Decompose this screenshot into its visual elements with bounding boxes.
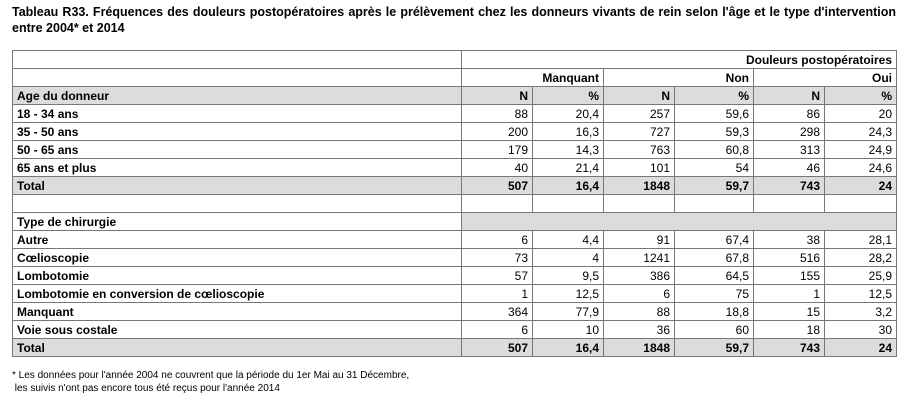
value-cell: 67,8 [675, 249, 754, 267]
value-cell: 257 [604, 105, 675, 123]
total-label: Total [13, 339, 462, 357]
category-header: Oui [754, 69, 897, 87]
value-cell: 73 [462, 249, 533, 267]
total-value: 24 [825, 177, 897, 195]
value-cell: 20 [825, 105, 897, 123]
empty-cell [462, 195, 533, 213]
value-cell: 60,8 [675, 141, 754, 159]
empty-cell [13, 51, 462, 69]
value-cell: 179 [462, 141, 533, 159]
value-cell: 88 [604, 303, 675, 321]
value-cell: 57 [462, 267, 533, 285]
value-cell: 64,5 [675, 267, 754, 285]
value-cell: 28,1 [825, 231, 897, 249]
value-cell: 10 [533, 321, 604, 339]
value-cell: 386 [604, 267, 675, 285]
table-row [13, 267, 897, 285]
total-value: 507 [462, 339, 533, 357]
table-row [13, 285, 897, 303]
total-value: 1848 [604, 339, 675, 357]
table-row [13, 303, 897, 321]
value-cell: 60 [675, 321, 754, 339]
total-value: 743 [754, 339, 825, 357]
value-cell: 59,6 [675, 105, 754, 123]
total-value: 59,7 [675, 177, 754, 195]
footnote-line-1: * Les données pour l'année 2004 ne couvrent que la période du 1er Mai au 31 Décembre, [12, 370, 410, 381]
column-subheader: N [604, 87, 675, 105]
group-header-row [13, 51, 897, 69]
category-header-row [13, 69, 897, 87]
value-cell: 25,9 [825, 267, 897, 285]
value-cell: 763 [604, 141, 675, 159]
column-subheader: % [825, 87, 897, 105]
value-cell: 38 [754, 231, 825, 249]
value-cell: 4,4 [533, 231, 604, 249]
spacer-row [13, 195, 897, 213]
value-cell: 59,3 [675, 123, 754, 141]
row-label: Manquant [13, 303, 462, 321]
empty-cell [13, 69, 462, 87]
row-label: Lombotomie en conversion de cœlioscopie [13, 285, 462, 303]
total-value: 507 [462, 177, 533, 195]
value-cell: 155 [754, 267, 825, 285]
value-cell: 1 [754, 285, 825, 303]
table-row [13, 159, 897, 177]
value-cell: 46 [754, 159, 825, 177]
total-row [13, 177, 897, 195]
total-value: 743 [754, 177, 825, 195]
row-label: Lombotomie [13, 267, 462, 285]
row-label: Autre [13, 231, 462, 249]
value-cell: 28,2 [825, 249, 897, 267]
value-cell: 86 [754, 105, 825, 123]
value-cell: 364 [462, 303, 533, 321]
value-cell: 18 [754, 321, 825, 339]
row-label: Voie sous costale [13, 321, 462, 339]
column-subheader: N [462, 87, 533, 105]
section-label: Type de chirurgie [13, 213, 462, 231]
footnote-line-2: les suivis n'ont pas encore tous été reçus pour l'année 2014 [12, 383, 280, 394]
value-cell: 6 [604, 285, 675, 303]
value-cell: 21,4 [533, 159, 604, 177]
column-subheader: N [754, 87, 825, 105]
section-header-row [13, 87, 897, 105]
value-cell: 12,5 [533, 285, 604, 303]
empty-cell [675, 195, 754, 213]
data-table [12, 50, 897, 357]
total-value: 24 [825, 339, 897, 357]
table-row [13, 231, 897, 249]
section-header-row [13, 213, 897, 231]
value-cell: 24,9 [825, 141, 897, 159]
row-label: 18 - 34 ans [13, 105, 462, 123]
value-cell: 18,8 [675, 303, 754, 321]
value-cell: 727 [604, 123, 675, 141]
value-cell: 77,9 [533, 303, 604, 321]
category-header: Manquant [462, 69, 604, 87]
value-cell: 6 [462, 321, 533, 339]
category-header: Non [604, 69, 754, 87]
value-cell: 36 [604, 321, 675, 339]
table-title: Tableau R33. Fréquences des douleurs postopératoires après le prélèvement chez les donneurs vivants de rein selon l'âge et le type d'intervention entre 2004* et 2014 [12, 5, 896, 35]
value-cell: 24,3 [825, 123, 897, 141]
value-cell: 12,5 [825, 285, 897, 303]
value-cell: 200 [462, 123, 533, 141]
empty-cell [825, 195, 897, 213]
value-cell: 516 [754, 249, 825, 267]
value-cell: 54 [675, 159, 754, 177]
value-cell: 67,4 [675, 231, 754, 249]
value-cell: 88 [462, 105, 533, 123]
empty-cell [604, 195, 675, 213]
value-cell: 3,2 [825, 303, 897, 321]
value-cell: 101 [604, 159, 675, 177]
value-cell: 313 [754, 141, 825, 159]
value-cell: 6 [462, 231, 533, 249]
value-cell: 298 [754, 123, 825, 141]
column-subheader: % [675, 87, 754, 105]
empty-cell [754, 195, 825, 213]
table-row [13, 105, 897, 123]
value-cell: 1 [462, 285, 533, 303]
group-header: Douleurs postopératoires [462, 51, 897, 69]
value-cell: 75 [675, 285, 754, 303]
value-cell: 1241 [604, 249, 675, 267]
value-cell: 9,5 [533, 267, 604, 285]
total-value: 16,4 [533, 177, 604, 195]
value-cell: 15 [754, 303, 825, 321]
total-value: 16,4 [533, 339, 604, 357]
table-row [13, 123, 897, 141]
section-label: Age du donneur [13, 87, 462, 105]
table-row [13, 141, 897, 159]
row-label: 50 - 65 ans [13, 141, 462, 159]
value-cell: 14,3 [533, 141, 604, 159]
footnote [12, 369, 409, 395]
total-value: 59,7 [675, 339, 754, 357]
row-label: Cœlioscopie [13, 249, 462, 267]
row-label: 65 ans et plus [13, 159, 462, 177]
value-cell: 30 [825, 321, 897, 339]
value-cell: 40 [462, 159, 533, 177]
empty-cell [13, 195, 462, 213]
value-cell: 91 [604, 231, 675, 249]
value-cell: 24,6 [825, 159, 897, 177]
row-label: 35 - 50 ans [13, 123, 462, 141]
empty-cell [533, 195, 604, 213]
value-cell: 20,4 [533, 105, 604, 123]
value-cell: 4 [533, 249, 604, 267]
total-row [13, 339, 897, 357]
value-cell: 16,3 [533, 123, 604, 141]
column-subheader: % [533, 87, 604, 105]
total-label: Total [13, 177, 462, 195]
table-row [13, 321, 897, 339]
table-row [13, 249, 897, 267]
empty-cell [462, 213, 897, 231]
total-value: 1848 [604, 177, 675, 195]
